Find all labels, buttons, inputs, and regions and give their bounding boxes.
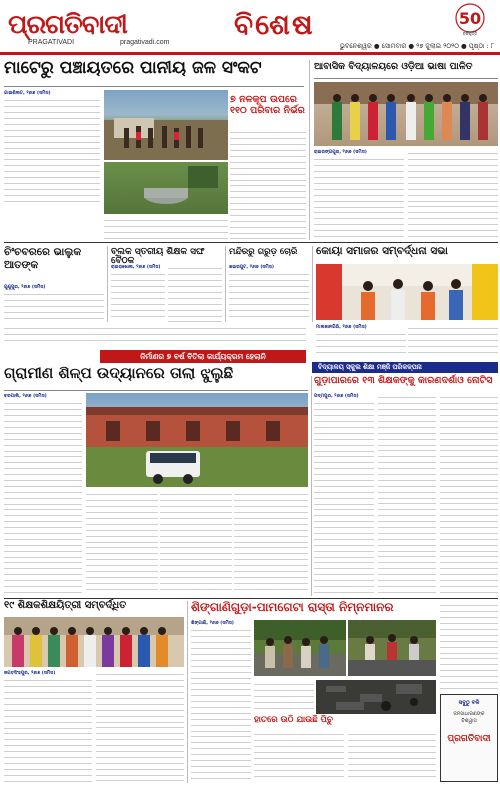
story10-photo-people-image [254, 620, 346, 676]
section-rule-2 [4, 598, 498, 599]
newspaper-logo[interactable]: ପ୍ରଗତିବାଦୀ [8, 10, 127, 40]
story6-photo-image [316, 264, 498, 320]
banner-kicker-2: ବିଦ୍ୟାଳୟ ସ୍କୁଲ ଶିକ୍ଷା ମଞ୍ଜି ପରିକଳ୍ପନା [312, 362, 498, 373]
masthead-rule [0, 52, 500, 55]
story10-body-col1 [191, 626, 251, 782]
story4-body-col2 [168, 264, 222, 322]
story5-byline: ଖଇରପୁଟ, ୨୬ା୭ (ସମିସ) [229, 265, 274, 270]
story8-byline: ପଦ୍ମପୁର, ୨୬ା୭ (ସମିସ) [314, 394, 359, 399]
story1-rule [4, 86, 304, 87]
story1-subhead-box [230, 94, 306, 124]
story10-body-col3-bottom [348, 730, 436, 782]
ad-line-1: ସବୁଠୁ ବଳି [458, 700, 480, 706]
story7-byline: ବରପାଲି, ୨୬ା୭ (ସମିସ) [4, 394, 47, 399]
story7-body-col2 [86, 490, 158, 595]
story2-photo-image [314, 82, 498, 146]
story1-subheadline: ୭ ନଳକୂପ ଉପରେ ୧୧୦ ପରିବାର ନିର୍ଭର [230, 94, 305, 116]
section-title: ବିଶେଷ [234, 8, 315, 41]
story1-photo-well-image [104, 162, 228, 214]
story9-byline: ଜଗତସିଂହପୁର, ୨୬ା୭ (ସମିସ) [4, 671, 56, 676]
column-divider-5 [311, 376, 312, 596]
banner-kicker-1: ନିର୍ମାଣର ୭ ବର୍ଷ ବିତିଲା କାର୍ଯ୍ୟକ୍ରମ ହେଲାନି [100, 350, 306, 363]
newspaper-url[interactable]: pragativadi.com [120, 39, 170, 46]
story6-body-col1 [316, 330, 406, 358]
story3-headline[interactable]: ଚିଂଚବରରେ ଭାଲୁକ ଆତଙ୍କ [4, 246, 82, 271]
story4-body-col1 [111, 270, 165, 322]
story8-headline[interactable]: ଗୁଡ଼ାପାରରେ ୧୩ ଶିକ୍ଷକଙ୍କୁ କାରଣଦର୍ଶାଓ ନୋଟିସ [314, 375, 493, 386]
column-divider-1 [309, 60, 310, 240]
story7-photo [86, 393, 308, 487]
story10-body-col2-top [254, 680, 314, 710]
story10-byline: ଶିଙ୍ଗାଣି, ୨୬ା୭ (ସମିସ) [191, 621, 234, 626]
story7-headline[interactable]: ଗ୍ରାମୀଣ ଶିଳ୍ପ ଉଦ୍ୟାନରେ ତାଲା ଝୁଲୁଛି [4, 364, 234, 382]
story8-body-col3 [440, 393, 498, 595]
story9-headline[interactable]: ୧୯ ଶିକ୍ଷକଶିକ୍ଷୟିତ୍ରୀ ସମ୍ବର୍ଦ୍ଧିତ [4, 600, 127, 611]
story4-headline[interactable]: ବ୍ଲକ ସ୍ତରୀୟ ଶିକ୍ଷକ ସଙ୍ଘ ବୈଠକ [111, 247, 205, 267]
story9-photo-image [4, 617, 184, 667]
story10-photo-asphalt [316, 680, 436, 714]
story1-photo-people [104, 90, 228, 160]
anniversary-label: ବର୍ଷପୂର୍ତ୍ତି [462, 31, 478, 36]
advertisement-box[interactable] [440, 694, 498, 782]
story7-photo-image [86, 393, 308, 487]
story8-body-col2 [378, 393, 436, 595]
anniversary-badge [448, 2, 492, 36]
story6-photo [316, 264, 498, 320]
story10-subheadline: ହାତରେ ଉଠି ଯାଉଛି ପିଚୁ [254, 715, 333, 725]
column-divider-4 [312, 246, 313, 322]
stories-345-body-bottom [4, 324, 306, 346]
story7-body-col4 [234, 490, 308, 595]
dateline: ଭୁବନେଶ୍ୱର ● ସୋମବାର ● ୨୭ ଜୁଲାଇ ୨୦୨୦ ● ପୃଷ୍ଠା : ୮ [339, 42, 494, 50]
story10-photo-people [254, 620, 346, 676]
registration-strip [2, 780, 498, 786]
ad-line-3: ପ୍ରଗତିବାଦୀ [447, 734, 491, 744]
story1-photo-well [104, 162, 228, 214]
story7-body-col3 [160, 490, 232, 595]
brief-column-body [440, 601, 498, 691]
story1-headline[interactable]: ମାଟେରୁ ପଞ୍ଚାୟତରେ ପାନୀୟ ଜଳ ସଂକଟ [4, 58, 262, 78]
story9-body-col1 [4, 676, 92, 782]
ad-line-2: ଜନସାଧାରଣଙ୍କ ବିଶ୍ୱାସ [453, 711, 485, 724]
story10-photo-road-image [348, 620, 436, 676]
story10-photo-asphalt-image [316, 680, 436, 714]
story2-byline: ରାଇରଙ୍ଗପୁର, ୨୬ା୭ (ସମିସ) [314, 150, 367, 155]
story1-photo-people-image [104, 90, 228, 160]
story2-body-col2 [408, 149, 498, 239]
column-divider-2 [107, 246, 108, 322]
column-divider-3 [225, 246, 226, 322]
story4-byline: ରାଇରାଖୋଲ, ୨୬ା୭ (ସମିସ) [111, 265, 161, 270]
story2-rule [314, 78, 498, 79]
story1-body-continued [104, 216, 228, 240]
story5-headline[interactable]: ମନ୍ଦିରରୁ ଗରୁଡ଼ ଚୋରି [229, 247, 298, 257]
anniversary-number: 50 [458, 9, 482, 28]
story1-side-body [230, 128, 306, 240]
story1-byline: ଗାଇଶିଲଟ, ୨୬ା୭ (ସମିସ) [4, 91, 51, 96]
story2-photo [314, 82, 498, 146]
story6-byline: ମାଲକାନଗିରି, ୨୬ା୭ (ସମିସ) [316, 325, 367, 330]
newspaper-logo-latin: PRAGATIVADI [28, 39, 75, 46]
story10-headline[interactable]: ଶିଙ୍ଗାଣିଗୁଡ଼ା-ପାମଗେଟା ରାସ୍ତା ନିମ୍ନମାନର [191, 600, 394, 614]
column-divider-6 [187, 601, 188, 783]
story3-byline: ଗୁଣୁପୁର, ୨୬ା୭ (ସମିସ) [4, 285, 46, 290]
story7-rule [4, 390, 308, 391]
story6-body-col2 [408, 324, 498, 358]
anniversary-badge-icon [448, 2, 492, 36]
story5-body [229, 270, 309, 322]
section-rule-1 [4, 242, 498, 243]
story2-body-col1 [314, 155, 404, 239]
story9-body-col2 [96, 670, 184, 782]
story9-photo [4, 617, 184, 667]
story2-headline[interactable]: ଆବାସିକ ବିଦ୍ୟାଳୟରେ ଓଡ଼ିଆ ଭାଷା ପାଳିତ [314, 62, 498, 76]
story10-photo-road [348, 620, 436, 676]
story1-body [4, 96, 100, 206]
story8-body-col1 [314, 399, 374, 595]
story3-body-lower [4, 292, 104, 322]
story10-body-col2-bottom [254, 730, 344, 782]
story6-headline[interactable]: କୋୟା ସମାଜର ସମ୍ବର୍ଦ୍ଧନା ସଭା [316, 245, 448, 257]
story7-body-col1 [4, 399, 82, 595]
